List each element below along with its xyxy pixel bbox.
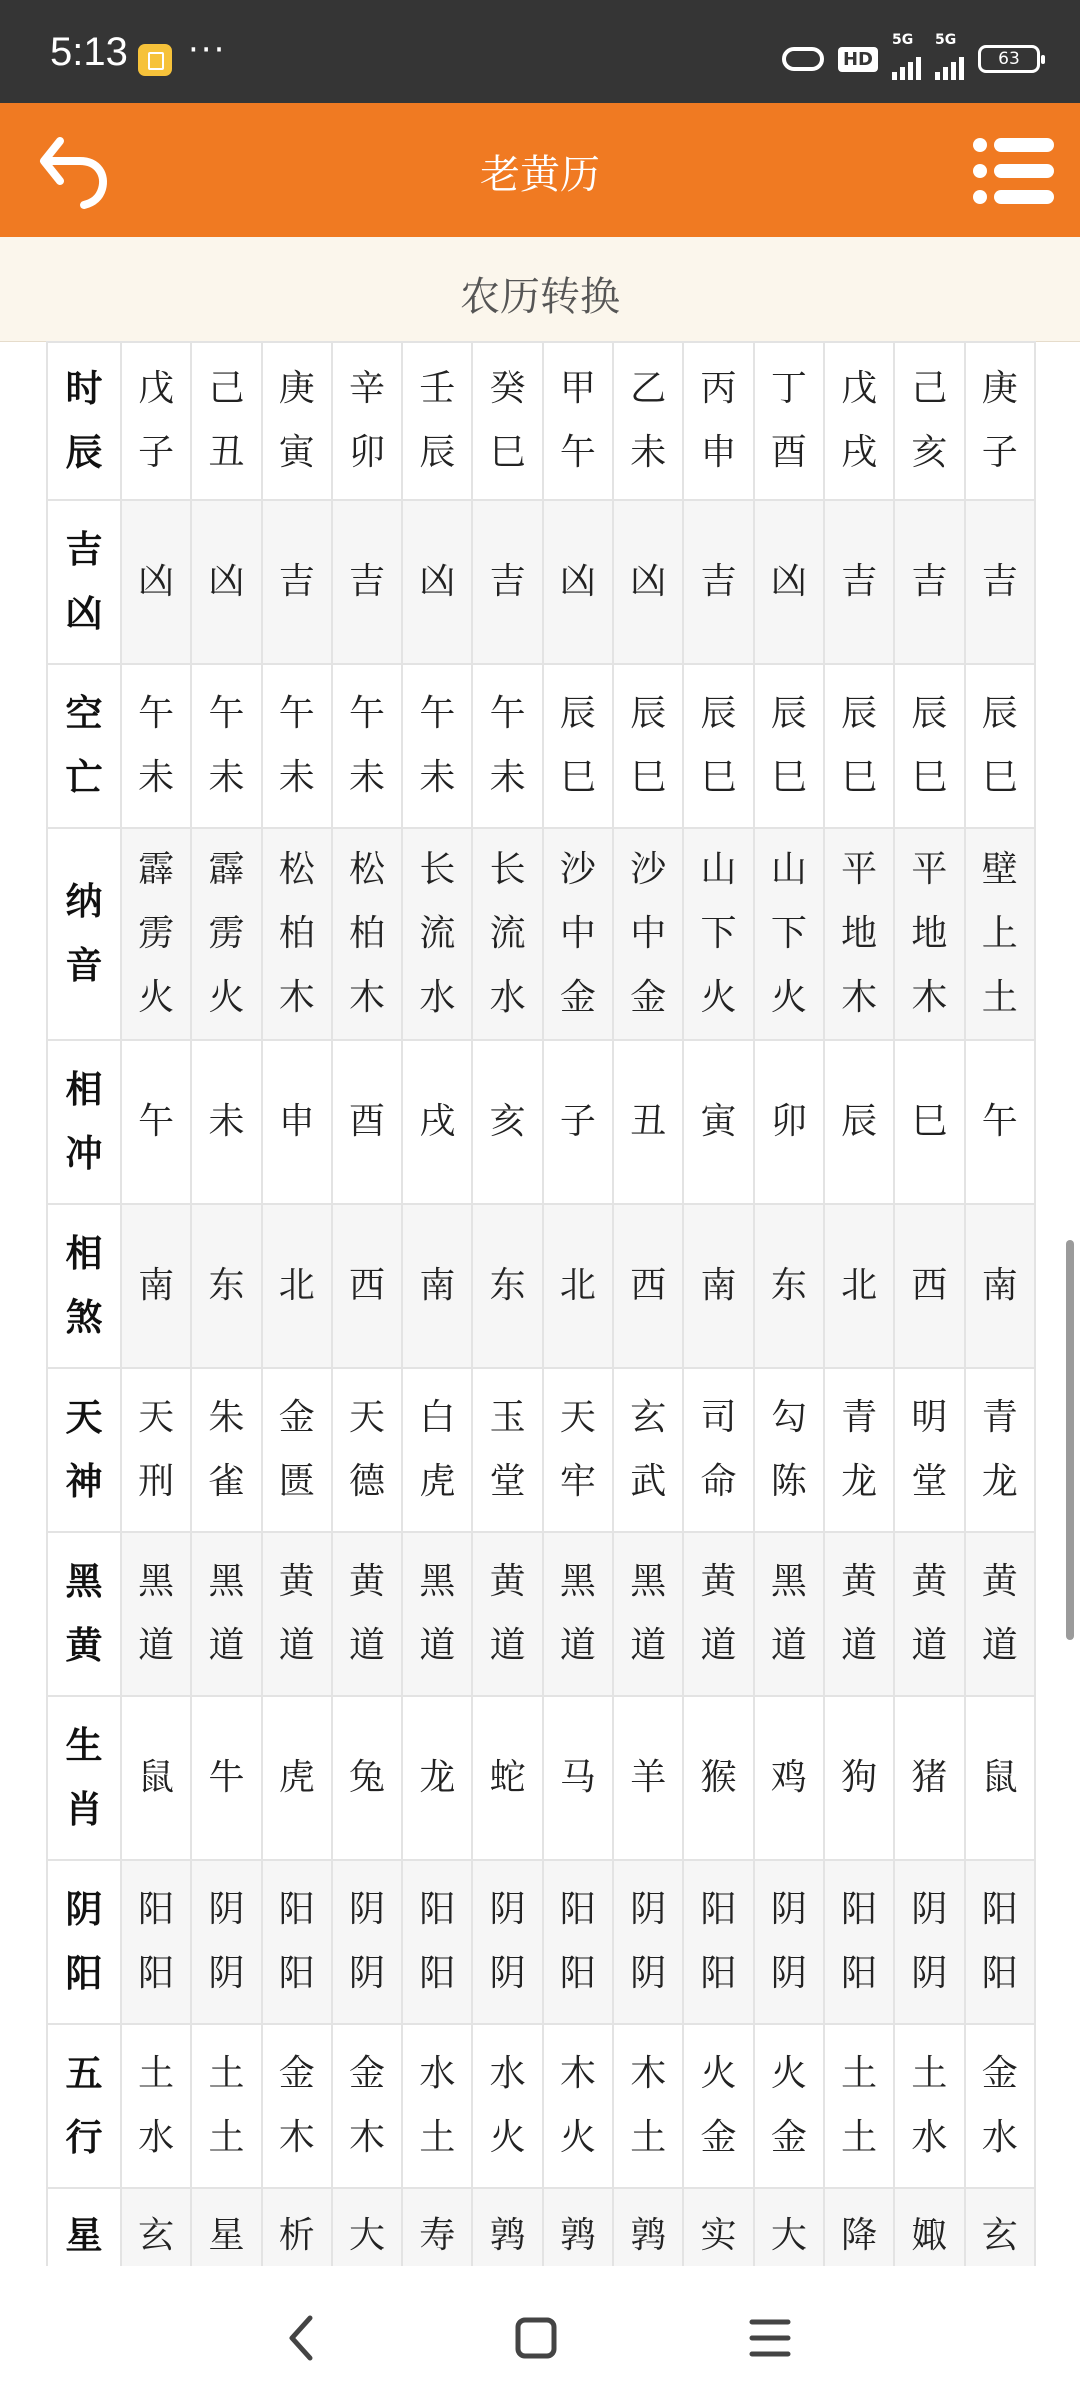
table-cell: 黄 道: [894, 1532, 964, 1696]
table-cell: 司 命: [683, 1368, 753, 1532]
table-cell: 鹑: [543, 2188, 613, 2348]
table-cell: 阴 阴: [894, 1860, 964, 2024]
row-header: 五 行: [47, 2024, 121, 2188]
table-cell: 辰 巳: [824, 664, 894, 828]
table-cell: 沙 中 金: [543, 828, 613, 1040]
row-header: 相 冲: [47, 1040, 121, 1204]
table-cell: 天 德: [332, 1368, 402, 1532]
table-cell: 吉: [683, 500, 753, 664]
table-cell: 寿: [402, 2188, 472, 2348]
table-row: [47, 828, 1035, 1040]
table-cell: 吉: [332, 500, 402, 664]
table-cell: 黑 道: [402, 1532, 472, 1696]
table-cell: 黑 道: [543, 1532, 613, 1696]
table-cell: 玉 堂: [472, 1368, 542, 1532]
table-cell: 阳 阳: [965, 1860, 1035, 2024]
table-cell: 松 柏 木: [262, 828, 332, 1040]
table-cell: 青 龙: [965, 1368, 1035, 1532]
table-row: [47, 2024, 1035, 2188]
table-cell: 蛇: [472, 1696, 542, 1860]
table-cell: 金 木: [332, 2024, 402, 2188]
table-cell: 南: [683, 1204, 753, 1368]
table-cell: 辛 卯: [332, 342, 402, 500]
table-row: [47, 1696, 1035, 1860]
table-cell: 阴 阴: [613, 1860, 683, 2024]
table-cell: 阴 阴: [754, 1860, 824, 2024]
nav-home-icon[interactable]: [506, 2310, 566, 2366]
table-cell: 庚 子: [965, 342, 1035, 500]
table-cell: 朱 雀: [191, 1368, 261, 1532]
row-header: 生 肖: [47, 1696, 121, 1860]
row-header: 天 神: [47, 1368, 121, 1532]
table-row: [47, 500, 1035, 664]
almanac-table: [46, 341, 1036, 2349]
table-cell: 吉: [472, 500, 542, 664]
table-cell: 玄: [965, 2188, 1035, 2348]
row-header: 吉 凶: [47, 500, 121, 664]
table-cell: 黑 道: [121, 1532, 191, 1696]
table-row: [47, 664, 1035, 828]
table-cell: 丑: [613, 1040, 683, 1204]
table-cell: 戌: [402, 1040, 472, 1204]
list-menu-icon[interactable]: [972, 135, 1056, 207]
table-row: [47, 1040, 1035, 1204]
table-cell: 北: [262, 1204, 332, 1368]
table-cell: 壁 上 土: [965, 828, 1035, 1040]
status-icons: [782, 32, 1040, 80]
table-cell: 猴: [683, 1696, 753, 1860]
table-cell: 午 未: [332, 664, 402, 828]
table-cell: 酉: [332, 1040, 402, 1204]
table-cell: 龙: [402, 1696, 472, 1860]
table-cell: 黄 道: [472, 1532, 542, 1696]
table-cell: 未: [191, 1040, 261, 1204]
table-cell: 辰 巳: [543, 664, 613, 828]
battery-icon: 63: [978, 45, 1040, 73]
table-cell: 鸡: [754, 1696, 824, 1860]
table-cell: 玄 武: [613, 1368, 683, 1532]
status-bar: [0, 0, 1080, 103]
table-cell: 申: [262, 1040, 332, 1204]
table-cell: 东: [754, 1204, 824, 1368]
table-cell: 黄 道: [332, 1532, 402, 1696]
table-cell: 土 土: [191, 2024, 261, 2188]
table-cell: 猪: [894, 1696, 964, 1860]
row-header: 星: [47, 2188, 121, 2348]
table-cell: 兔: [332, 1696, 402, 1860]
table-cell: 山 下 火: [754, 828, 824, 1040]
row-header: 相 煞: [47, 1204, 121, 1368]
table-row: [47, 1204, 1035, 1368]
table-cell: 山 下 火: [683, 828, 753, 1040]
table-cell: 戊 子: [121, 342, 191, 500]
table-cell: 吉: [965, 500, 1035, 664]
table-cell: 金 匮: [262, 1368, 332, 1532]
scrollbar[interactable]: [1066, 1240, 1074, 1640]
table-cell: 平 地 木: [824, 828, 894, 1040]
table-cell: 马: [543, 1696, 613, 1860]
system-nav-bar: [0, 2266, 1080, 2403]
table-cell: 沙 中 金: [613, 828, 683, 1040]
table-cell: 虎: [262, 1696, 332, 1860]
table-cell: 金 水: [965, 2024, 1035, 2188]
table-cell: 黄 道: [683, 1532, 753, 1696]
table-cell: 辰: [824, 1040, 894, 1204]
table-cell: 寅: [683, 1040, 753, 1204]
row-header: 空 亡: [47, 664, 121, 828]
table-cell: 吉: [894, 500, 964, 664]
table-cell: 阴 阴: [472, 1860, 542, 2024]
table-cell: 黑 道: [613, 1532, 683, 1696]
link-icon: [782, 47, 824, 71]
table-cell: 凶: [191, 500, 261, 664]
table-cell: 玄: [121, 2188, 191, 2348]
table-cell: 午 未: [191, 664, 261, 828]
table-cell: 火 金: [754, 2024, 824, 2188]
page-title: 老黄历: [480, 152, 600, 198]
table-cell: 牛: [191, 1696, 261, 1860]
table-cell: 鹑: [472, 2188, 542, 2348]
table-cell: 西: [894, 1204, 964, 1368]
table-cell: 午 未: [262, 664, 332, 828]
more-notifications-icon: ···: [188, 30, 227, 70]
table-cell: 土 水: [894, 2024, 964, 2188]
table-cell: 南: [965, 1204, 1035, 1368]
table-cell: 亥: [472, 1040, 542, 1204]
table-cell: 阳 阳: [543, 1860, 613, 2024]
table-row: [47, 1368, 1035, 1532]
table-cell: 辰 巳: [965, 664, 1035, 828]
table-cell: 鼠: [121, 1696, 191, 1860]
table-cell: 西: [613, 1204, 683, 1368]
row-header: 黑 黄: [47, 1532, 121, 1696]
table-cell: 丙 申: [683, 342, 753, 500]
table-cell: 北: [824, 1204, 894, 1368]
row-header: 阴 阳: [47, 1860, 121, 2024]
table-cell: 吉: [824, 500, 894, 664]
table-cell: 鼠: [965, 1696, 1035, 1860]
table-cell: 明 堂: [894, 1368, 964, 1532]
table-cell: 戊 戌: [824, 342, 894, 500]
table-cell: 霹 雳 火: [191, 828, 261, 1040]
table-cell: 吉: [262, 500, 332, 664]
table-cell: 壬 辰: [402, 342, 472, 500]
table-cell: 火 金: [683, 2024, 753, 2188]
table-cell: 阴 阴: [332, 1860, 402, 2024]
table-cell: 水 火: [472, 2024, 542, 2188]
table-cell: 娵: [894, 2188, 964, 2348]
table-cell: 庚 寅: [262, 342, 332, 500]
table-cell: 南: [121, 1204, 191, 1368]
table-row: [47, 1532, 1035, 1696]
table-cell: 黑 道: [754, 1532, 824, 1696]
table-cell: 凶: [754, 500, 824, 664]
nav-back-icon[interactable]: [272, 2310, 332, 2366]
table-cell: 甲 午: [543, 342, 613, 500]
table-cell: 降: [824, 2188, 894, 2348]
notification-app-icon: [138, 44, 172, 76]
almanac-table-container[interactable]: [46, 341, 1036, 2266]
table-row: [47, 1860, 1035, 2024]
table-cell: 土 土: [824, 2024, 894, 2188]
table-cell: 午: [121, 1040, 191, 1204]
signal-icon-1: 5G: [892, 38, 921, 80]
table-cell: 青 龙: [824, 1368, 894, 1532]
table-cell: 木 火: [543, 2024, 613, 2188]
table-cell: 实: [683, 2188, 753, 2348]
table-cell: 阴 阴: [191, 1860, 261, 2024]
table-cell: 辰 巳: [613, 664, 683, 828]
table-cell: 西: [332, 1204, 402, 1368]
table-cell: 阳 阳: [824, 1860, 894, 2024]
table-cell: 长 流 水: [472, 828, 542, 1040]
nav-menu-icon[interactable]: [740, 2310, 800, 2366]
table-cell: 午 未: [402, 664, 472, 828]
table-cell: 大: [754, 2188, 824, 2348]
table-cell: 阳 阳: [683, 1860, 753, 2024]
table-cell: 子: [543, 1040, 613, 1204]
table-cell: 大: [332, 2188, 402, 2348]
table-cell: 己 亥: [894, 342, 964, 500]
table-row: [47, 342, 1035, 500]
section-title: 农历转换: [460, 274, 620, 320]
table-cell: 平 地 木: [894, 828, 964, 1040]
table-cell: 析: [262, 2188, 332, 2348]
hd-icon: HD: [838, 47, 878, 72]
table-cell: 金 木: [262, 2024, 332, 2188]
table-cell: 辰 巳: [683, 664, 753, 828]
table-cell: 勾 陈: [754, 1368, 824, 1532]
table-cell: 北: [543, 1204, 613, 1368]
app-bar: [0, 103, 1080, 237]
table-cell: 黑 道: [191, 1532, 261, 1696]
table-cell: 凶: [121, 500, 191, 664]
table-cell: 己 丑: [191, 342, 261, 500]
table-cell: 土 水: [121, 2024, 191, 2188]
table-cell: 阳 阳: [121, 1860, 191, 2024]
status-time: 5:13: [50, 30, 128, 74]
table-cell: 东: [191, 1204, 261, 1368]
table-cell: 水 土: [402, 2024, 472, 2188]
table-cell: 霹 雳 火: [121, 828, 191, 1040]
table-cell: 松 柏 木: [332, 828, 402, 1040]
table-cell: 癸 巳: [472, 342, 542, 500]
lunar-conversion-header: [0, 237, 1080, 342]
table-cell: 卯: [754, 1040, 824, 1204]
table-cell: 黄 道: [824, 1532, 894, 1696]
table-cell: 羊: [613, 1696, 683, 1860]
table-cell: 凶: [613, 500, 683, 664]
table-cell: 狗: [824, 1696, 894, 1860]
table-cell: 阳 阳: [402, 1860, 472, 2024]
table-cell: 东: [472, 1204, 542, 1368]
table-cell: 黄 道: [965, 1532, 1035, 1696]
signal-icon-2: 5G: [935, 38, 964, 80]
table-cell: 星: [191, 2188, 261, 2348]
table-cell: 长 流 水: [402, 828, 472, 1040]
table-cell: 午: [965, 1040, 1035, 1204]
table-cell: 乙 未: [613, 342, 683, 500]
table-cell: 午 未: [472, 664, 542, 828]
table-cell: 凶: [402, 500, 472, 664]
table-cell: 巳: [894, 1040, 964, 1204]
table-cell: 凶: [543, 500, 613, 664]
table-cell: 天 刑: [121, 1368, 191, 1532]
table-cell: 辰 巳: [894, 664, 964, 828]
table-cell: 南: [402, 1204, 472, 1368]
table-cell: 木 土: [613, 2024, 683, 2188]
row-header: 时 辰: [47, 342, 121, 500]
table-cell: 丁 酉: [754, 342, 824, 500]
table-cell: 白 虎: [402, 1368, 472, 1532]
table-cell: 黄 道: [262, 1532, 332, 1696]
row-header: 纳 音: [47, 828, 121, 1040]
table-cell: 辰 巳: [754, 664, 824, 828]
table-cell: 午 未: [121, 664, 191, 828]
table-cell: 天 牢: [543, 1368, 613, 1532]
table-cell: 鹑: [613, 2188, 683, 2348]
table-cell: 阳 阳: [262, 1860, 332, 2024]
